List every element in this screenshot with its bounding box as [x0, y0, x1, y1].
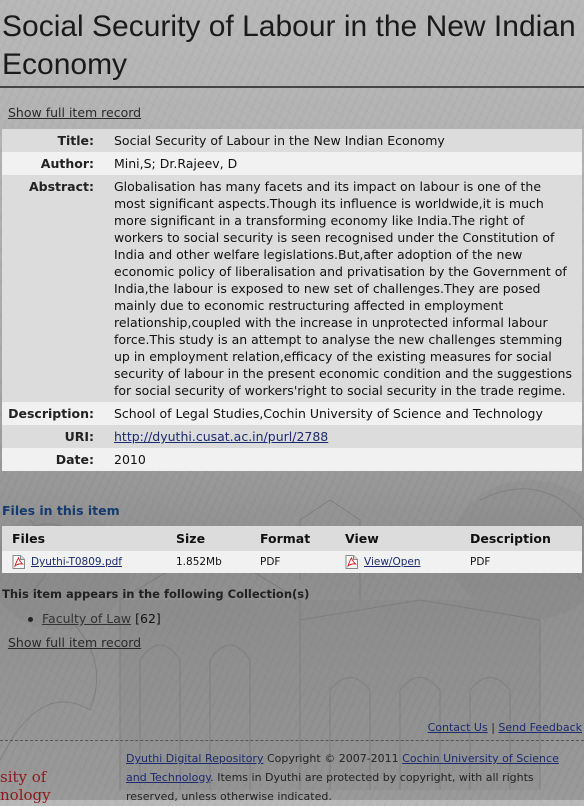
footer-links — [428, 721, 582, 734]
metadata-value-date: 2010 — [100, 448, 582, 471]
file-cell — [2, 551, 166, 573]
column-header-format: Format — [250, 526, 335, 551]
contact-us-link[interactable]: Contact Us — [427, 721, 488, 734]
file-description: PDF — [460, 551, 582, 573]
show-full-record-link-bottom[interactable]: Show full item record — [8, 635, 142, 650]
list-item — [42, 611, 584, 626]
metadata-row-abstract — [2, 175, 582, 402]
metadata-table — [2, 129, 582, 471]
metadata-row-uri — [2, 425, 582, 448]
collections-list — [0, 611, 584, 626]
file-format: PDF — [250, 551, 335, 573]
column-header-size: Size — [166, 526, 250, 551]
files-table — [2, 526, 582, 573]
show-full-record-link[interactable]: Show full item record — [8, 105, 142, 120]
metadata-row-author — [2, 152, 582, 175]
uri-link[interactable]: http://dyuthi.cusat.ac.in/purl/2788 — [114, 429, 329, 444]
footer-divider — [0, 740, 584, 741]
metadata-label: URI: — [2, 425, 100, 448]
files-header-row — [2, 526, 582, 551]
logo-line: nology — [0, 786, 51, 804]
footer-copyright — [126, 749, 566, 806]
logo-line: sity of — [0, 768, 47, 786]
repository-link[interactable]: Dyuthi Digital Repository — [126, 752, 264, 765]
metadata-value-description: School of Legal Studies,Cochin University of Science and Technology — [100, 402, 582, 425]
metadata-row-date — [2, 448, 582, 471]
metadata-value-abstract: Globalisation has many facets and its impact on labour is one of the most significant aspects.Though its influence is worldwide,it is much more significant in a transforming economy like India.The right of workers to social security is seen recognised under the Constitution of India and other welfare legislations.But,after adoption of the new economic policy of liberalisation and privatisation by the Government of India,the labour is exposed to new set of challenges.They are posed mainly due to economic restructuring affected in employment relationship,coupled with the increase in unprotected informal labour force.This study is an attempt to analyse the new challenges stemming up in employment relation,efficacy of the existing measures for social security of labour in the present economic condition and the suggestions for social security of workers'right to social security in the trade regime. — [100, 175, 582, 402]
file-download-link[interactable]: Dyuthi-T0809.pdf — [31, 556, 122, 568]
footer-separator: | — [491, 721, 495, 734]
view-open-link[interactable]: View/Open — [364, 556, 421, 568]
column-header-files: Files — [2, 526, 166, 551]
send-feedback-link[interactable]: Send Feedback — [498, 721, 582, 734]
files-heading: Files in this item — [2, 503, 120, 518]
file-size: 1.852Mb — [166, 551, 250, 573]
collections-heading: This item appears in the following Collection(s) — [2, 587, 310, 601]
metadata-row-description — [2, 402, 582, 425]
page-title: Social Security of Labour in the New Indian Economy — [0, 0, 584, 88]
metadata-label: Abstract: — [2, 175, 100, 402]
view-cell — [335, 551, 460, 573]
collection-count: [62] — [135, 611, 161, 626]
metadata-row-title — [2, 129, 582, 152]
metadata-value-title: Social Security of Labour in the New Indian Economy — [100, 129, 582, 152]
column-header-description: Description — [460, 526, 582, 551]
metadata-label: Title: — [2, 129, 100, 152]
metadata-value-uri — [100, 425, 582, 448]
metadata-value-author: Mini,S; Dr.Rajeev, D — [100, 152, 582, 175]
table-row — [2, 551, 582, 573]
university-logo — [0, 768, 70, 804]
copyright-notice: . Items in Dyuthi are protected by copyright, with all rights reserved, unless otherwise indicated. — [126, 771, 534, 803]
pdf-icon — [345, 555, 358, 569]
metadata-label: Date: — [2, 448, 100, 471]
collection-link[interactable]: Faculty of Law — [42, 611, 132, 626]
column-header-view: View — [335, 526, 460, 551]
metadata-label: Description: — [2, 402, 100, 425]
university-link[interactable]: Cochin University of Science and Technology — [126, 752, 559, 784]
copyright-text: Copyright © 2007-2011 — [266, 752, 399, 765]
pdf-icon — [12, 555, 25, 569]
metadata-label: Author: — [2, 152, 100, 175]
